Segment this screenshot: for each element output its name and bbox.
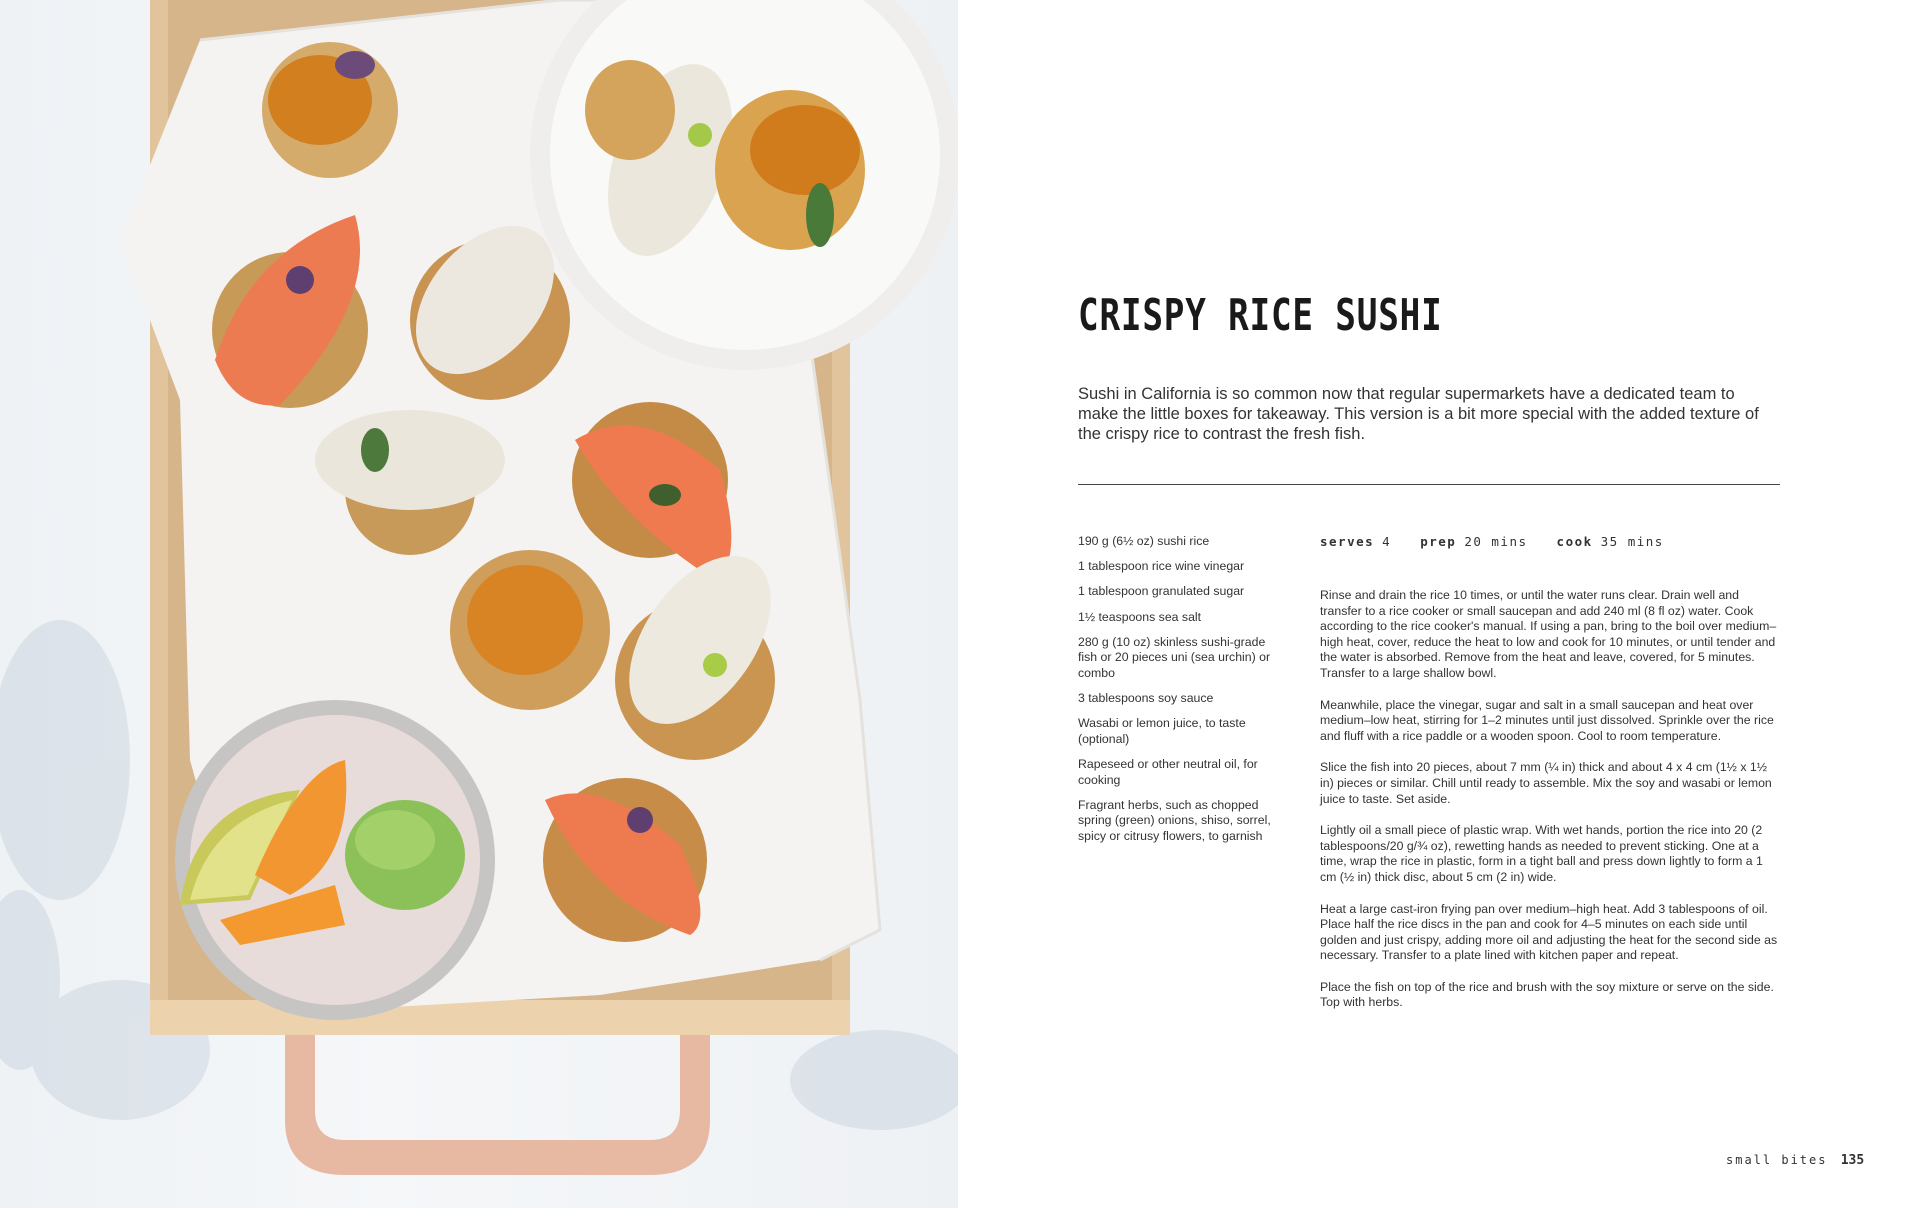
method-steps xyxy=(1320,588,1778,1027)
ingredient-item: 1½ teaspoons sea salt xyxy=(1078,609,1202,624)
ingredient-item: Rapeseed or other neutral oil, for cooking xyxy=(1078,757,1258,787)
prep-value: 20 mins xyxy=(1464,534,1528,549)
method-step: Rinse and drain the rice 10 times, or until the water runs clear. Drain well and transfer to a rice cooker or small saucepan and add 240 ml (8 fl oz) water. Cook according to the rice cooker's manual. If using a pan, bring to the boil over medium–high heat, cover, reduce the heat to low and cook for 10 minutes, or until tender and the water is absorbed. Remove from the heat and leave, covered, for 5 minutes. Transfer to a large shallow bowl. xyxy=(1320,588,1777,680)
divider-rule xyxy=(1078,484,1780,485)
method-step: Meanwhile, place the vinegar, sugar and salt in a small saucepan and heat over medium–low heat, stirring for 1–2 minutes until just dissolved. Sprinkle over the rice and fluff with a rice paddle or a wooden spoon. Cool to room temperature. xyxy=(1320,697,1774,743)
section-name: small bites xyxy=(1726,1153,1828,1167)
ingredient-list xyxy=(1078,534,1283,854)
method-step: Place the fish on top of the rice and brush with the soy mixture or serve on the side. Top with herbs. xyxy=(1320,979,1774,1010)
cook-label: cook xyxy=(1556,534,1593,549)
ingredient-item: 1 tablespoon granulated sugar xyxy=(1078,584,1245,599)
serves-label: serves xyxy=(1320,534,1375,549)
method-step: Lightly oil a small piece of plastic wrap. With wet hands, portion the rice into 20 (2 tablespoons/20 g/¾ oz), rewetting hands as needed to prevent sticking. One at a time, wrap the rice in plastic, form in a tight ball and press down lightly to form a 1 cm (½ in) thick disc, about 5 cm (2 in) wide. xyxy=(1320,823,1763,884)
page-footer xyxy=(1726,1153,1864,1168)
serves-value: 4 xyxy=(1382,534,1392,549)
method-step: Slice the fish into 20 pieces, about 7 mm (¼ in) thick and about 4 x 4 cm (1½ x 1½ in) pieces or similar. Chill until ready to assemble. Mix the soy and wasabi or lemon juice to taste. Set aside. xyxy=(1320,760,1772,806)
ingredient-item: 190 g (6½ oz) sushi rice xyxy=(1078,534,1210,548)
recipe-page xyxy=(958,0,1905,1208)
ingredient-item: Fragrant herbs, such as chopped spring (green) onions, shiso, sorrel, spicy or citrusy flowers, to garnish xyxy=(1078,797,1271,844)
ingredient-item: Wasabi or lemon juice, to taste (optional) xyxy=(1078,716,1246,746)
ingredient-item: 280 g (10 oz) skinless sushi-grade fish or 20 pieces uni (sea urchin) or combo xyxy=(1078,634,1271,680)
recipe-title: CRISPY RICE SUSHI xyxy=(1078,290,1443,341)
method-step: Heat a large cast-iron frying pan over medium–high heat. Add 3 tablespoons of oil. Place half the rice discs in the pan and cook for 4–5 minutes on each side until golden and just crispy, adding more oil and adjusting the heat for the second side as necessary. Transfer to a plate lined with kitchen paper and repeat. xyxy=(1320,901,1778,963)
recipe-intro: Sushi in California is so common now that regular supermarkets have a dedicated team to make the little boxes for takeaway. This version is a bit more special with the added texture of the crispy rice to contrast the fresh fish. xyxy=(1078,385,1759,443)
cook-value: 35 mins xyxy=(1600,534,1664,549)
ingredient-item: 3 tablespoons soy sauce xyxy=(1078,691,1214,706)
ingredient-item: 1 tablespoon rice wine vinegar xyxy=(1078,559,1245,574)
prep-label: prep xyxy=(1420,534,1457,549)
recipe-meta xyxy=(1320,534,1684,549)
page-number: 135 xyxy=(1840,1153,1865,1168)
